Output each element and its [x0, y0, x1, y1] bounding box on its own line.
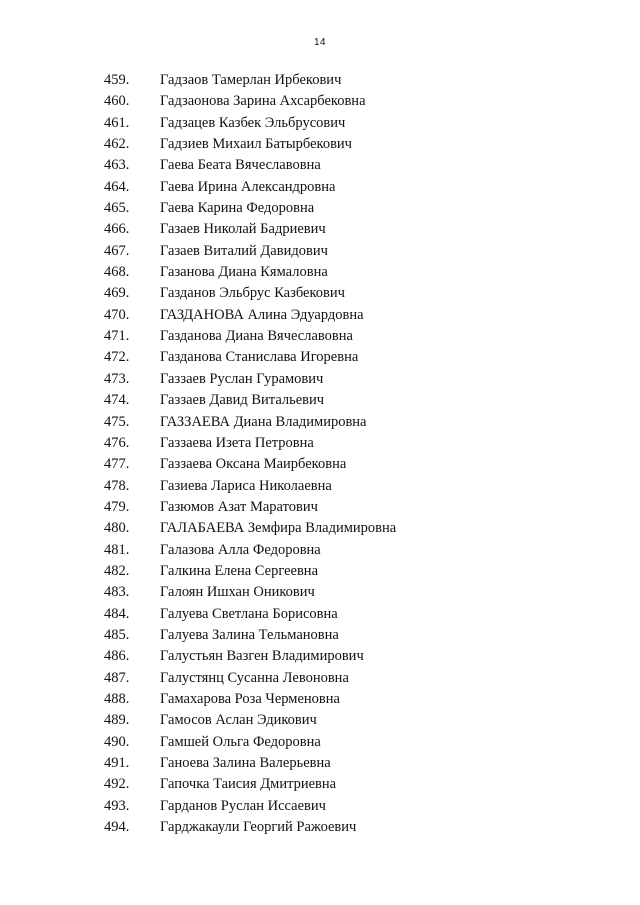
list-item [0, 134, 640, 155]
list-item [0, 326, 640, 347]
entry-name: Газзаева Оксана Маирбековна [160, 456, 347, 473]
entry-number: 468. [104, 264, 130, 281]
entry-number: 477. [104, 456, 130, 473]
entry-number: 460. [104, 93, 130, 110]
entry-name: Гапочка Таисия Дмитриевна [160, 776, 337, 793]
entry-number: 476. [104, 434, 130, 451]
entry-name: Гарджакаули Георгий Ражоевич [160, 819, 357, 836]
list-item [0, 283, 640, 304]
list-item [0, 412, 640, 433]
entry-number: 488. [104, 690, 130, 707]
list-item [0, 689, 640, 710]
entry-number: 480. [104, 520, 130, 537]
entry-number: 487. [104, 669, 130, 686]
list-item [0, 540, 640, 561]
list-item [0, 347, 640, 368]
entry-name: Гаева Беата Вячеславовна [160, 157, 321, 174]
entry-name: Газаев Николай Бадриевич [160, 221, 326, 238]
entry-name: Газаев Виталий Давидович [160, 242, 328, 259]
entry-number: 462. [104, 136, 130, 153]
list-item [0, 70, 640, 91]
list-item [0, 262, 640, 283]
entry-number: 494. [104, 819, 130, 836]
list-item [0, 604, 640, 625]
entry-name: ГАЛАБАЕВА Земфира Владимировна [160, 520, 397, 537]
entry-number: 479. [104, 498, 130, 515]
entry-name: Гадзацев Казбек Эльбрусович [160, 114, 346, 131]
entry-number: 483. [104, 584, 130, 601]
list-item [0, 774, 640, 795]
list-item [0, 518, 640, 539]
entry-number: 464. [104, 178, 130, 195]
list-item [0, 732, 640, 753]
list-item [0, 91, 640, 112]
entry-name: Галустянц Сусанна Левоновна [160, 669, 349, 686]
entry-name: Гадзаов Тамерлан Ирбекович [160, 72, 342, 88]
entry-number: 465. [104, 200, 130, 217]
list-item [0, 433, 640, 454]
entry-number: 482. [104, 562, 130, 579]
entry-number: 471. [104, 328, 130, 345]
entry-number: 493. [104, 797, 130, 814]
list-item [0, 305, 640, 326]
list-item [0, 369, 640, 390]
list-item [0, 454, 640, 475]
list-item [0, 796, 640, 817]
entry-number: 469. [104, 285, 130, 302]
entry-number: 492. [104, 776, 130, 793]
entry-name: Ганоева Залина Валерьевна [160, 755, 331, 771]
entry-number: 473. [104, 370, 130, 387]
list-item [0, 753, 640, 774]
entry-number: 491. [104, 755, 130, 771]
list-item [0, 582, 640, 603]
entry-number: 474. [104, 392, 130, 409]
entry-name: Галустьян Вазген Владимирович [160, 648, 364, 665]
entry-number: 490. [104, 733, 130, 750]
list-item [0, 625, 640, 646]
list-item [0, 219, 640, 240]
name-list [0, 70, 640, 838]
list-item [0, 113, 640, 134]
entry-name: Газданов Эльбрус Казбекович [160, 285, 345, 302]
entry-name: Гамахарова Роза Черменовна [160, 690, 340, 707]
entry-number: 459. [104, 72, 130, 88]
list-item [0, 241, 640, 262]
entry-number: 467. [104, 242, 130, 259]
list-item [0, 668, 640, 689]
list-item [0, 198, 640, 219]
entry-name: Газюмов Азат Маратович [160, 498, 318, 515]
entry-number: 463. [104, 157, 130, 174]
entry-name: Галкина Елена Сергеевна [160, 562, 318, 579]
entry-name: Гарданов Руслан Иссаевич [160, 797, 326, 814]
entry-name: Гаева Ирина Александровна [160, 178, 336, 195]
entry-number: 486. [104, 648, 130, 665]
list-item [0, 390, 640, 411]
list-item [0, 177, 640, 198]
entry-name: Гамосов Аслан Эдикович [160, 712, 317, 729]
list-item [0, 646, 640, 667]
list-item [0, 155, 640, 176]
list-item [0, 561, 640, 582]
entry-number: 481. [104, 541, 130, 558]
entry-name: Гамшей Ольга Федоровна [160, 733, 321, 750]
list-item [0, 817, 640, 838]
entry-name: ГАЗЗАЕВА Диана Владимировна [160, 413, 367, 430]
entry-name: Гадзиев Михаил Батырбекович [160, 136, 352, 153]
entry-number: 470. [104, 306, 130, 323]
entry-name: Галуева Залина Тельмановна [160, 626, 339, 643]
entry-number: 475. [104, 413, 130, 430]
entry-name: Газзаев Руслан Гурамович [160, 370, 324, 387]
entry-name: Газданова Станислава Игоревна [160, 349, 359, 366]
entry-name: ГАЗДАНОВА Алина Эдуардовна [160, 306, 364, 323]
list-item [0, 497, 640, 518]
entry-name: Газзаева Изета Петровна [160, 434, 314, 451]
entry-name: Гаева Карина Федоровна [160, 200, 315, 217]
entry-name: Галазова Алла Федоровна [160, 541, 321, 558]
entry-number: 489. [104, 712, 130, 729]
page-number: 14 [313, 37, 327, 48]
entry-name: Галоян Ишхан Оникович [160, 584, 315, 601]
entry-number: 478. [104, 477, 130, 494]
entry-number: 466. [104, 221, 130, 238]
list-item [0, 476, 640, 497]
list-item [0, 710, 640, 731]
entry-name: Газиева Лариса Николаевна [160, 477, 332, 494]
entry-name: Газзаев Давид Витальевич [160, 392, 325, 409]
entry-number: 472. [104, 349, 130, 366]
entry-number: 484. [104, 605, 130, 622]
entry-name: Гадзаонова Зарина Ахсарбековна [160, 93, 366, 110]
entry-number: 461. [104, 114, 130, 131]
entry-name: Газанова Диана Кямаловна [160, 264, 328, 281]
entry-name: Газданова Диана Вячеславовна [160, 328, 353, 345]
entry-name: Галуева Светлана Борисовна [160, 605, 338, 622]
entry-number: 485. [104, 626, 130, 643]
